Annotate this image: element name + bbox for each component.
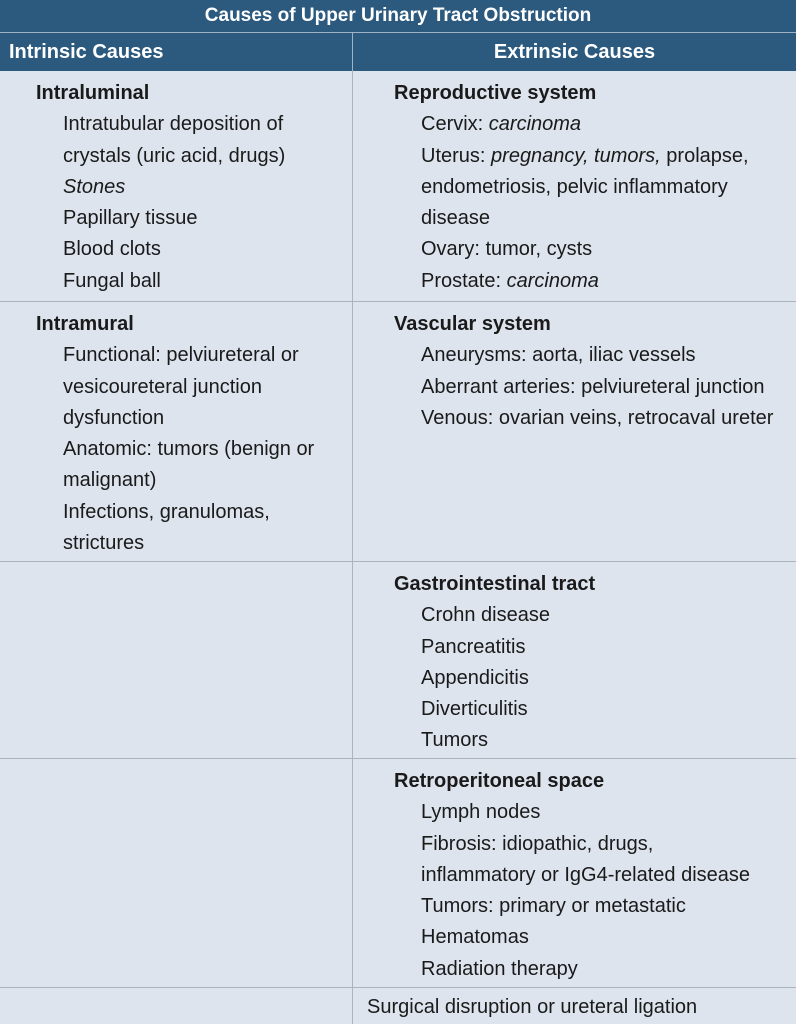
table-row [0, 759, 796, 988]
list-item: Venous: ovarian veins, retrocaval ureter [421, 406, 774, 429]
list-item: Aberrant arteries: pelviureteral junction [421, 375, 765, 398]
intraluminal-heading: Intraluminal [36, 82, 150, 104]
list-item: Hematomas [421, 926, 529, 949]
list-item: Lymph nodes [421, 801, 541, 824]
intramural-heading: Intramural [36, 313, 134, 335]
list-item [36, 172, 352, 203]
table-row [0, 302, 796, 562]
list-item: Radiation therapy [421, 957, 578, 980]
uterus-rest: prolapse, [660, 144, 749, 167]
prostate-label: Prostate: [421, 269, 507, 292]
list-item: Anatomic: tumors (benign or malignant) [63, 438, 315, 492]
list-item: Diverticulitis [421, 698, 528, 721]
list-item: Intratubular deposition of crystals (uric acid, drugs) [63, 113, 286, 167]
list-item: Fibrosis: idiopathic, drugs, [421, 832, 654, 855]
intraluminal-cell [0, 71, 353, 301]
table-row [0, 71, 796, 302]
reproductive-cell [353, 71, 796, 301]
uterus-italic: pregnancy, tumors, [491, 144, 661, 167]
cervix-label: Cervix: [421, 113, 489, 136]
uterus-label: Uterus: [421, 144, 492, 167]
table-title: Causes of Upper Urinary Tract Obstruction [0, 0, 796, 33]
table-row [0, 988, 796, 1024]
intramural-cell [0, 302, 353, 561]
list-item: Appendicitis [421, 666, 529, 689]
retroperitoneal-heading: Retroperitoneal space [394, 770, 605, 792]
list-item: Tumors [421, 729, 489, 752]
list-item: Infections, granulomas, strictures [63, 500, 270, 555]
list-item: Tumors: primary or metastatic [421, 895, 686, 918]
reproductive-heading: Reproductive system [394, 82, 597, 104]
list-item: endometriosis, pelvic inflammatory [421, 175, 728, 198]
list-item: Blood clots [63, 238, 161, 261]
list-item [394, 109, 796, 140]
list-item: Papillary tissue [63, 207, 198, 230]
intrinsic-header: Intrinsic Causes [0, 33, 353, 71]
list-item: Pancreatitis [421, 635, 526, 658]
gastrointestinal-heading: Gastrointestinal tract [394, 573, 596, 595]
surgical-cell: Surgical disruption or ureteral ligation [367, 996, 698, 1018]
empty-cell [0, 562, 353, 758]
list-item: Functional: pelviureteral or vesicoureteral junction dysfunction [63, 344, 299, 429]
stones-text: Stones [63, 175, 126, 198]
vascular-heading: Vascular system [394, 313, 551, 335]
list-item: inflammatory or IgG4-related disease [421, 863, 751, 886]
list-item [394, 266, 796, 297]
gastrointestinal-cell [353, 562, 796, 758]
table-row [0, 562, 796, 759]
prostate-value: carcinoma [506, 269, 599, 292]
list-item: disease [421, 207, 490, 230]
empty-cell [0, 759, 353, 987]
list-item: Fungal ball [63, 269, 161, 292]
list-item [394, 141, 796, 172]
retroperitoneal-cell [353, 759, 796, 987]
empty-cell [0, 988, 353, 1024]
list-item: Aneurysms: aorta, iliac vessels [421, 344, 696, 367]
vascular-cell [353, 302, 796, 561]
extrinsic-header: Extrinsic Causes [493, 41, 656, 63]
list-item: Ovary: tumor, cysts [421, 238, 593, 261]
header-row [0, 33, 796, 71]
list-item: Crohn disease [421, 604, 550, 627]
cervix-value: carcinoma [488, 113, 582, 136]
